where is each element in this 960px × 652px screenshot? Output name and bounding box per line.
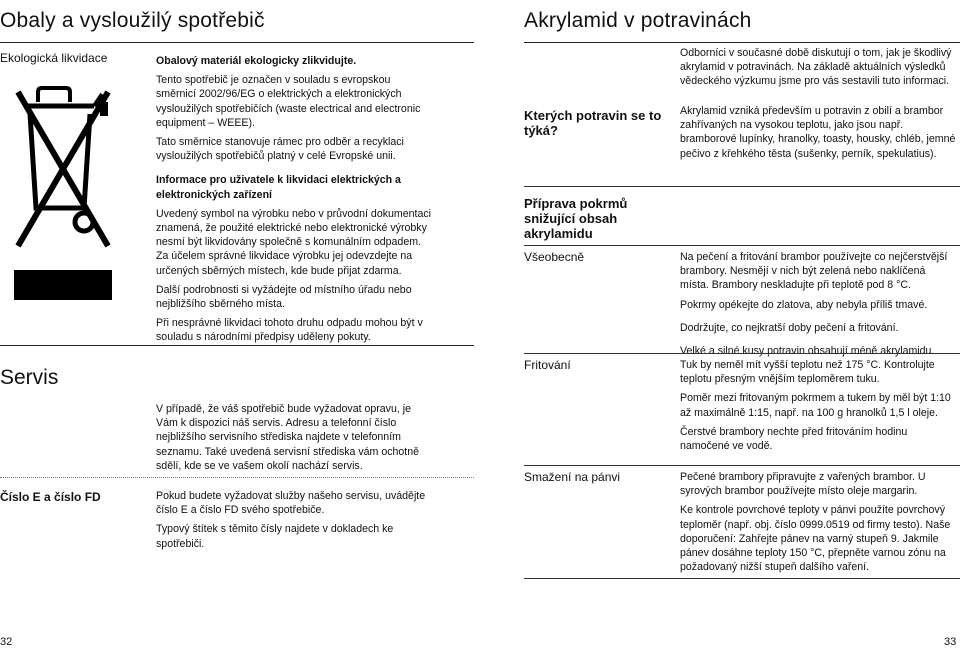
general-list bbox=[680, 250, 956, 363]
pan-item: Pečené brambory připravujte z vařených brambor. U syrových brambor používejte místo oleje margarin. bbox=[680, 471, 926, 498]
eco-info-heading: Informace pro uživatele k likvidaci elektrických a elektronických zařízení bbox=[156, 174, 401, 201]
general-label: Všeobecně bbox=[524, 250, 585, 264]
dotted-divider bbox=[0, 477, 474, 478]
frying-item: Čerstvé brambory nechte před fritováním hodinu namočené ve vodě. bbox=[680, 425, 908, 453]
page-title-right: Akrylamid v potravinách bbox=[524, 9, 752, 32]
pan-item: Ke kontrole povrchové teploty v pánvi použíte povrchový teploměr (např. obj. číslo 0999.0519 od firmy testo). Naše doporučení: Zahřejte pánev na varný stupeň 9. Jakmile pánev dosáhne teploty 150 °C, přepněte varnou zónu na požadovaný nižší stupeň dalšího vaření. bbox=[680, 504, 951, 574]
rule-bottom bbox=[524, 578, 960, 579]
page-number-left: 32 bbox=[0, 636, 13, 648]
crossed-out-wheeled-bin-icon bbox=[14, 62, 112, 300]
question-heading-foods: Kterých potravin se to týká? bbox=[524, 108, 662, 138]
frying-label: Fritování bbox=[524, 358, 571, 372]
general-item: Na pečení a fritování brambor používejte co nejčerstvější brambory. Nesmějí v nich být zelená nebo naklíčená místa. Brambory neskladujte při teplotě pod 8 °C. bbox=[680, 251, 948, 292]
section-heading-servis: Servis bbox=[0, 366, 59, 389]
eco-text bbox=[156, 54, 432, 350]
general-item: Pokrmy opékejte do zlatova, aby nebyla příliš tmavé. bbox=[680, 298, 928, 311]
eco-paragraph-2: Tato směrnice stanovuje rámec pro odběr a recyklaci vysloužilých spotřebičů platný v celé Evropské unii. bbox=[156, 136, 404, 163]
section-rule-servis bbox=[0, 345, 474, 346]
section-rule-preparation bbox=[524, 186, 960, 187]
pan-label: Smažení na pánvi bbox=[524, 470, 621, 484]
eco-paragraph-4: Další podrobnosti si vyžádejte od místního úřadu nebo nejbližšího sběrného místa. bbox=[156, 283, 412, 311]
rule-frying bbox=[524, 353, 960, 354]
eco-paragraph-1: Tento spotřebič je označen v souladu s evropskou směrnicí 2002/96/EG o elektrických a elektronických vysloužilých spotřebičích (waste electrical and electronic equipment – WEEE). bbox=[156, 74, 421, 129]
foods-text: Akrylamid vzniká především u potravin z obilí a brambor zahřívaných na vysokou teplotu, jako jsou např. bramborové lupínky, hranolky, toasty, housky, chléb, jemné pečivo z křehkého těsta (sušenky, perník, spekulatius). bbox=[680, 105, 956, 160]
rule-pan bbox=[524, 465, 960, 466]
eco-paragraph-3: Uvedený symbol na výrobku nebo v průvodní dokumentaci znamená, že použité elektrické nebo elektronické výrobky nesmí být likvidovány společně s komunálním odpadem. Za účelem správné likvidace výrobku jej odevzdejte na určených sběrných místech, kde bude přijat zdarma. bbox=[156, 207, 432, 277]
page-number-right: 33 bbox=[944, 636, 957, 648]
frying-list bbox=[680, 358, 956, 458]
rule-general bbox=[524, 245, 960, 246]
section-heading-eco: Ekologická likvidace bbox=[0, 51, 108, 65]
general-item: Velké a silné kusy potravin obsahují méně akrylamidu. bbox=[680, 345, 935, 358]
acrylamide-intro: Odborníci v současné době diskutují o tom, jak je škodlivý akrylamid v potravinách. Na základě aktuálních výsledků vědeckého výzkumu jsme pro vás sestavili tuto informaci. bbox=[680, 47, 952, 88]
page-title-left: Obaly a vysloužilý spotřebič bbox=[0, 9, 265, 32]
title-rule-left bbox=[0, 42, 474, 43]
servis-paragraph-2: Pokud budete vyžadovat služby našeho servisu, uvádějte číslo E a číslo FD svého spotřebiče. bbox=[156, 490, 426, 517]
title-rule-right bbox=[524, 42, 960, 43]
frying-item: Poměr mezi fritovaným pokrmem a tukem by měl být 1:10 až maximálně 1:15, např. na 100 g hranolků 1,5 l oleje. bbox=[680, 392, 951, 419]
servis-paragraph-3: Typový štítek s těmito čísly najdete v dokladech ke spotřebiči. bbox=[156, 523, 394, 550]
frying-item: Tuk by neměl mít vyšší teplotu než 175 °C. Kontrolujte teplotu přesným vnějším teploměrem tuku. bbox=[680, 359, 935, 386]
servis-paragraph-1: V případě, že váš spotřebič bude vyžadovat opravu, je Vám k dispozici náš servis. Adresu a telefonní číslo nejbližšího servisního střediska najdete v telefonním seznamu. Také uvedená servisní střediska vám ochotně sdělí, kde se ve vašem okolí nachází servis. bbox=[156, 403, 420, 472]
general-item: Dodržujte, co nejkratší doby pečení a fritování. bbox=[680, 321, 899, 334]
servis-text-2 bbox=[156, 489, 434, 556]
eco-intro: Obalový materiál ekologicky zlikvidujte. bbox=[156, 55, 357, 67]
preparation-heading: Příprava pokrmů snižující obsah akrylamidu bbox=[524, 196, 628, 241]
eco-paragraph-5: Při nesprávné likvidaci tohoto druhu odpadu mohou být v souladu s národními předpisy uděleny pokuty. bbox=[156, 317, 423, 344]
pan-list bbox=[680, 470, 956, 579]
section-heading-e-fd: Číslo E a číslo FD bbox=[0, 490, 101, 504]
